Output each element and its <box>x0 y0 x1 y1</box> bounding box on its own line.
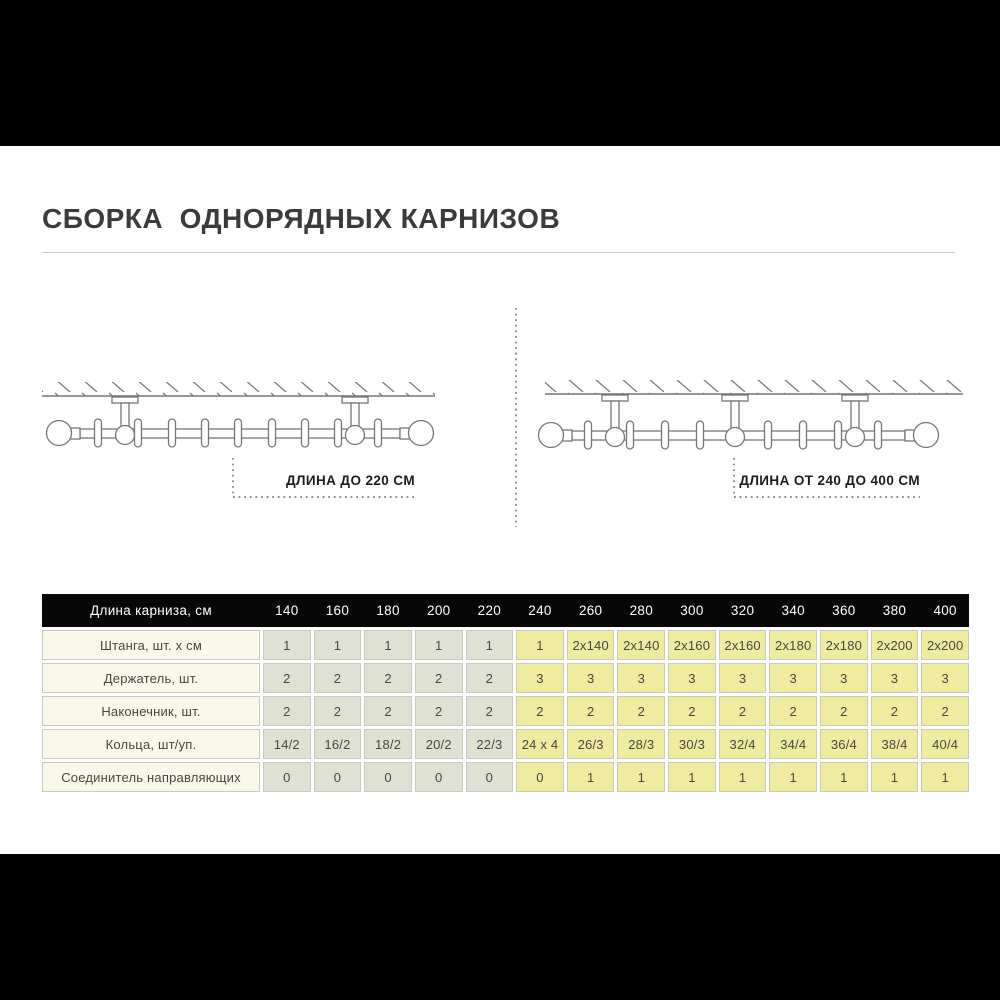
ceiling-hatching <box>42 382 435 396</box>
table-value-cell: 3 <box>871 663 919 693</box>
table-header-length-column: 300 <box>680 603 704 618</box>
rod-holder <box>346 426 365 445</box>
table-value-cell: 2x200 <box>871 630 919 660</box>
bottom-letterbox-bar <box>0 854 1000 1000</box>
table-value-cell: 20/2 <box>415 729 463 759</box>
ball-finial <box>914 423 939 448</box>
cornice-long-diagram <box>539 380 964 449</box>
table-value-cell: 2x160 <box>668 630 716 660</box>
table-header-length-column: 260 <box>578 603 603 618</box>
table-value-cell: 0 <box>516 762 564 792</box>
table-value-cell: 36/4 <box>820 729 868 759</box>
table-value-cell: 34/4 <box>769 729 817 759</box>
table-value-cell: 0 <box>263 762 311 792</box>
page-title: СБОРКА ОДНОРЯДНЫХ КАРНИЗОВ <box>42 203 561 234</box>
table-value-cell: 1 <box>466 630 514 660</box>
table-value-cell: 3 <box>820 663 868 693</box>
ceiling-bracket <box>842 395 868 428</box>
table-value-cell: 3 <box>516 663 564 693</box>
table-value-cell: 2x140 <box>567 630 615 660</box>
curtain-rings <box>95 419 382 447</box>
table-value-cell: 1 <box>516 630 564 660</box>
table-value-cell: 26/3 <box>567 729 615 759</box>
table-header-length-column: 140 <box>275 603 299 618</box>
table-value-cell: 1 <box>415 630 463 660</box>
table-value-cell: 18/2 <box>364 729 412 759</box>
table-value-cell: 2 <box>364 663 412 693</box>
table-header-length-column: 200 <box>427 603 451 618</box>
table-value-cell: 2 <box>415 696 463 726</box>
table-value-cell: 2 <box>921 696 969 726</box>
table-value-cell: 30/3 <box>668 729 716 759</box>
table-header-length-column: 180 <box>376 603 400 618</box>
table-header-length-column: 280 <box>629 603 654 618</box>
table-row-label: Наконечник, шт. <box>42 696 260 726</box>
table-value-cell: 2 <box>769 696 817 726</box>
table-value-cell: 2x200 <box>921 630 969 660</box>
table-value-cell: 2 <box>415 663 463 693</box>
table-value-cell: 2x180 <box>769 630 817 660</box>
table-value-cell: 1 <box>820 762 868 792</box>
table-value-cell: 0 <box>415 762 463 792</box>
table-value-cell: 1 <box>314 630 362 660</box>
table-header-length-column: 220 <box>477 603 502 618</box>
table-value-cell: 3 <box>719 663 767 693</box>
table-header-length-column: 160 <box>325 603 350 618</box>
table-row-label: Штанга, шт. х см <box>42 630 260 660</box>
table-header-length-column: 400 <box>933 603 957 618</box>
table-value-cell: 3 <box>921 663 969 693</box>
table-value-cell: 1 <box>719 762 767 792</box>
table-value-cell: 2 <box>516 696 564 726</box>
short-length-label: ДЛИНА ДО 220 СМ <box>285 473 415 488</box>
table-value-cell: 14/2 <box>263 729 311 759</box>
table-value-cell: 2 <box>466 663 514 693</box>
rod-holder <box>116 426 135 445</box>
table-value-cell: 0 <box>466 762 514 792</box>
table-value-cell: 0 <box>364 762 412 792</box>
table-value-cell: 1 <box>364 630 412 660</box>
table-row-label: Кольца, шт/уп. <box>42 729 260 759</box>
rod-holder <box>606 428 625 447</box>
table-value-cell: 3 <box>668 663 716 693</box>
table-row-label: Соединитель направляющих <box>42 762 260 792</box>
ceiling-bracket <box>722 395 748 428</box>
table-value-cell: 2 <box>263 696 311 726</box>
table-value-cell: 1 <box>921 762 969 792</box>
curtain-rod <box>80 429 400 438</box>
rod-holder <box>846 428 865 447</box>
table-value-cell: 22/3 <box>466 729 514 759</box>
table-value-cell: 2x180 <box>820 630 868 660</box>
table-value-cell: 1 <box>668 762 716 792</box>
long-length-label: ДЛИНА ОТ 240 ДО 400 СМ <box>739 473 920 488</box>
table-body <box>42 630 969 792</box>
table-value-cell: 2 <box>364 696 412 726</box>
ceiling-bracket <box>602 395 628 428</box>
table-value-cell: 2 <box>871 696 919 726</box>
ceiling-bracket <box>112 397 138 427</box>
top-letterbox-bar <box>0 0 1000 146</box>
curtain-rod <box>572 431 905 440</box>
table-value-cell: 2 <box>567 696 615 726</box>
table-value-cell: 16/2 <box>314 729 362 759</box>
ceiling-hatching <box>545 380 963 394</box>
table-value-cell: 3 <box>769 663 817 693</box>
table-value-cell: 2 <box>668 696 716 726</box>
cornice-short-diagram <box>42 382 435 447</box>
table-value-cell: 2x140 <box>617 630 665 660</box>
ceiling-bracket <box>342 397 368 427</box>
table-value-cell: 40/4 <box>921 729 969 759</box>
table-value-cell: 24 x 4 <box>516 729 564 759</box>
table-header-row <box>42 594 969 627</box>
table-value-cell: 2 <box>263 663 311 693</box>
table-header-length-column: 340 <box>781 603 805 618</box>
title-divider-line <box>42 252 955 253</box>
table-value-cell: 32/4 <box>719 729 767 759</box>
table-value-cell: 2 <box>314 663 362 693</box>
table-value-cell: 1 <box>871 762 919 792</box>
table-header-length-column: 360 <box>832 603 856 618</box>
table-value-cell: 0 <box>314 762 362 792</box>
table-value-cell: 38/4 <box>871 729 919 759</box>
table-row-label: Держатель, шт. <box>42 663 260 693</box>
ball-finial <box>539 423 564 448</box>
curtain-rings <box>585 421 882 449</box>
table-header-length-column: 320 <box>730 603 755 618</box>
ball-finial <box>47 421 72 446</box>
ball-finial <box>409 421 434 446</box>
table-value-cell: 28/3 <box>617 729 665 759</box>
table-value-cell: 2 <box>617 696 665 726</box>
table-value-cell: 2 <box>820 696 868 726</box>
rod-holder <box>726 428 745 447</box>
table-value-cell: 3 <box>617 663 665 693</box>
table-value-cell: 1 <box>263 630 311 660</box>
table-header-label: Длина карниза, см <box>90 603 212 618</box>
table-value-cell: 1 <box>617 762 665 792</box>
table-value-cell: 2 <box>314 696 362 726</box>
table-value-cell: 2x160 <box>719 630 767 660</box>
table-value-cell: 1 <box>769 762 817 792</box>
table-value-cell: 2 <box>466 696 514 726</box>
table-header-length-column: 380 <box>882 603 907 618</box>
table-value-cell: 3 <box>567 663 615 693</box>
components-table <box>42 594 969 792</box>
table-header-length-column: 240 <box>528 603 552 618</box>
table-value-cell: 2 <box>719 696 767 726</box>
table-value-cell: 1 <box>567 762 615 792</box>
